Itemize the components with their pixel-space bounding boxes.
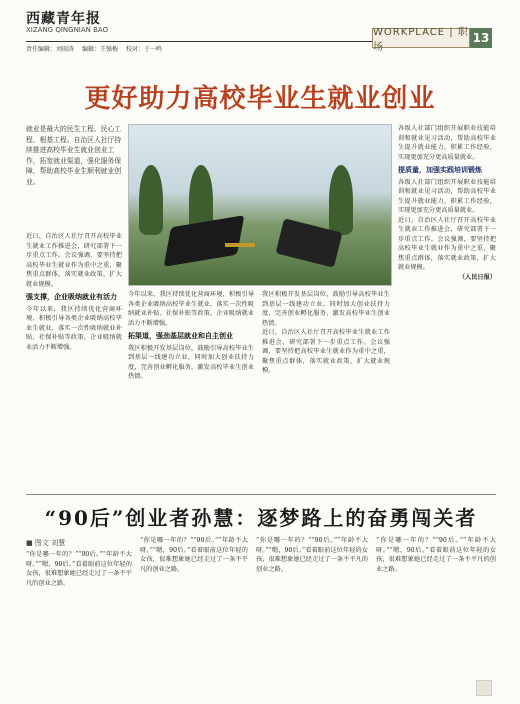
paragraph: 我区积极开发基层岗位，鼓励引导高校毕业生到基层一线建功立业，同时加大创业扶持力度，完善创业孵化服务，激发高校毕业生创业热情。 xyxy=(128,344,254,380)
paragraph: “你是哪一年的？”“90后。”“年龄不大呀。”“嗯，90后。”看着眼前这位年轻的女孩，很难想象她已经走过了一条不平凡的创业之路。 xyxy=(376,537,496,573)
paper-sub: XIZANG QINGNIAN BAO xyxy=(26,26,109,34)
editor-meta-item: 编辑：王强梅 xyxy=(82,46,119,53)
article-column-1 xyxy=(26,232,122,490)
article-column-4 xyxy=(398,124,496,490)
editor-meta-item: 校对：于一鸣 xyxy=(126,46,163,53)
article-divider xyxy=(26,494,496,495)
paragraph: 各级人社部门组织开展职业技能培训和就业见习活动，帮助高校毕业生提升就业能力，积累工作经验，实现更加充分更高质量就业。 xyxy=(398,178,496,214)
paragraph: 我区积极开发基层岗位，鼓励引导高校毕业生到基层一线建功立业，同时加大创业扶持力度，完善创业孵化服务，激发高校毕业生创业热情。 xyxy=(262,291,390,327)
article-headline: 更好助力高校毕业生就业创业 xyxy=(84,84,436,114)
photo-tree xyxy=(329,165,353,235)
byline: （人民日报） xyxy=(458,273,496,281)
graduation-cap-icon xyxy=(164,215,245,267)
article2-headline: “90后”创业者孙慧：逐梦路上的奋勇闯关者 xyxy=(44,506,478,530)
page-number: 13 xyxy=(470,28,492,48)
paragraph: 今年以来，我区持续优化营商环境，积极引导各类企业吸纳高校毕业生就业，落实一次性吸纳就业补贴、社保补贴等政策，企业吸纳就业活力不断增强。 xyxy=(128,291,254,327)
section-subhead: 强支撑，企业吸纳就业有活力 xyxy=(26,293,117,301)
article-lead: 就业是最大的民生工程、民心工程、根基工程。自治区人社厅持续推进高校毕业生就业创业工作，拓宽就业渠道，强化服务保障，帮助高校毕业生顺利就业创业。 xyxy=(26,125,122,186)
qr-code-icon xyxy=(476,680,492,696)
editor-meta xyxy=(26,44,162,53)
article-column-3 xyxy=(262,290,390,490)
paragraph: “你是哪一年的？”“90后。”“年龄不大呀。”“嗯，90后。”看着眼前这位年轻的女孩，很难想象她已经走过了一条不平凡的创业之路。 xyxy=(140,537,248,573)
masthead xyxy=(0,0,520,56)
paper-name: 西藏青年报 xyxy=(26,11,101,27)
paragraph: 近日，自治区人社厅召开高校毕业生就业工作推进会，研究部署下一步重点工作。会议强调，要坚持把高校毕业生就业作为重中之重，聚焦重点群体，落实就业政策，扩大就业规模。 xyxy=(262,329,390,374)
article-column-2 xyxy=(128,290,254,490)
paragraph: “你是哪一年的？”“90后。”“年龄不大呀。”“嗯，90后。”看着眼前这位年轻的女孩，很难想象她已经走过了一条不平凡的创业之路。 xyxy=(256,537,368,573)
cap-tassel xyxy=(225,243,255,247)
editor-meta-item: 责任编辑：刘雨涛 xyxy=(26,46,75,53)
article2-column-1 xyxy=(26,550,132,696)
section-tag: WORKPLACE | 职场 xyxy=(373,27,469,53)
article2-column-3 xyxy=(256,536,368,696)
article2-column-2 xyxy=(140,536,248,696)
paragraph: “你是哪一年的？”“90后。”“年龄不大呀。”“嗯，90后。”看着眼前这位年轻的女孩，很难想象她已经走过了一条不平凡的创业之路。 xyxy=(26,551,132,587)
section-subhead: 拓渠道，强劲基层就业和自主创业 xyxy=(128,332,233,340)
paragraph: 各级人社部门组织开展职业技能培训和就业见习活动，帮助高校毕业生提升就业能力，积累工作经验，实现更加充分更高质量就业。 xyxy=(398,125,496,161)
photo-tree xyxy=(139,165,163,235)
paragraph: 今年以来，我区持续优化营商环境，积极引导各类企业吸纳高校毕业生就业，落实一次性吸纳就业补贴、社保补贴等政策，企业吸纳就业活力不断增强。 xyxy=(26,305,122,351)
section-subhead: 提质量，加强实践培训锻炼 xyxy=(398,166,482,174)
article2-column-4 xyxy=(376,536,496,676)
article2-tag: ■ 图文 刘慧 xyxy=(26,539,66,547)
paragraph: 近日，自治区人社厅召开高校毕业生就业工作推进会，研究部署下一步重点工作。会议强调，要坚持把高校毕业生就业作为重中之重，聚焦重点群体，落实就业政策，扩大就业规模。 xyxy=(398,216,496,271)
paragraph: 近日，自治区人社厅召开高校毕业生就业工作推进会，研究部署下一步重点工作。会议强调，要坚持把高校毕业生就业作为重中之重，聚焦重点群体，落实就业政策，扩大就业规模。 xyxy=(26,233,122,288)
graduation-caps-photo xyxy=(128,124,392,286)
